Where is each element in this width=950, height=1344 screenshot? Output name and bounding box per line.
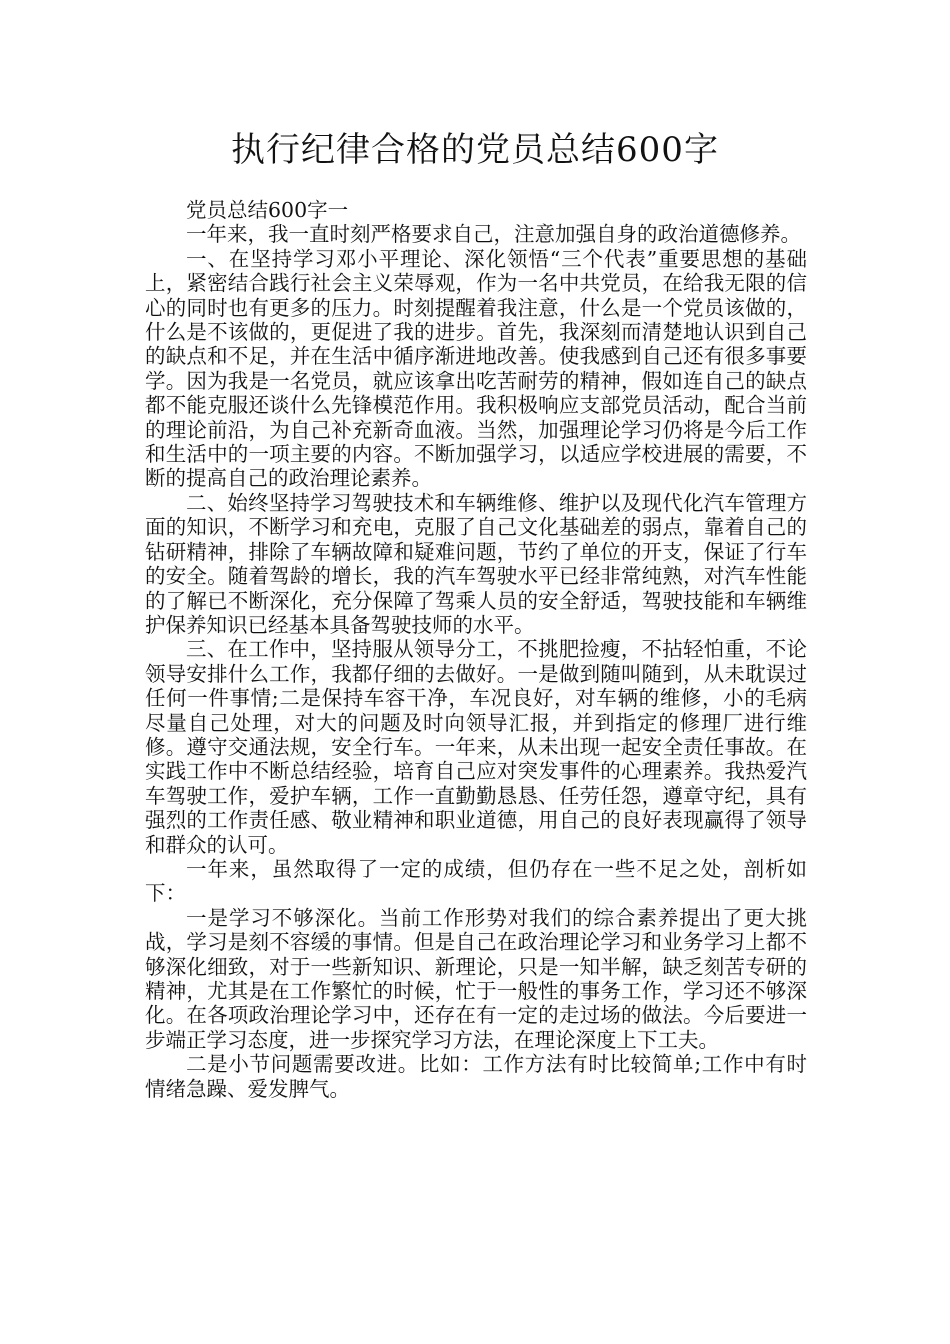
- body-paragraph: 一年来，虽然取得了一定的成绩，但仍存在一些不足之处，剖析如下：: [145, 856, 807, 906]
- body-paragraph: 三、在工作中，坚持服从领导分工，不挑肥捡瘦，不拈轻怕重，不论领导安排什么工作，我都仔细的去做好。一是做到随叫随到，从未耽误过任何一件事情;二是保持车容干净，车况良好，对车辆的维修，小的毛病尽量自己处理，对大的问题及时向领导汇报，并到指定的修理厂进行维修。遵守交通法规，安全行车。一年来，从未出现一起安全责任事故。在实践工作中不断总结经验，培育自己应对突发事件的心理素养。我热爱汽车驾驶工作，爱护车辆，工作一直勤勤恳恳、任劳任怨，遵章守纪，具有强烈的工作责任感、敬业精神和职业道德，用自己的良好表现赢得了领导和群众的认可。: [145, 637, 807, 857]
- body-paragraph: 二是小节问题需要改进。比如：工作方法有时比较简单;工作中有时情绪急躁、爱发脾气。: [145, 1052, 807, 1101]
- body-paragraph: 一、在坚持学习邓小平理论、深化领悟“三个代表”重要思想的基础上，紧密结合践行社会主义荣辱观，作为一名中共党员，在给我无限的信心的同时也有更多的压力。时刻提醒着我注意，什么是一个党员该做的，什么是不该做的，更促进了我的进步。首先，我深刻而清楚地认识到自己的缺点和不足，并在生活中循序渐进地改善。使我感到自己还有很多事要学。因为我是一名党员，就应该拿出吃苦耐劳的精神，假如连自己的缺点都不能克服还谈什么先锋模范作用。我积极响应支部党员活动，配合当前的理论前沿，为自己补充新奇血液。当然，加强理论学习仍将是今后工作和生活中的一项主要的内容。不断加强学习，以适应学校进展的需要，不断的提高自己的政治理论素养。: [145, 246, 807, 491]
- section-heading: 党员总结600字一: [186, 198, 349, 222]
- document-body: [145, 198, 807, 1101]
- body-paragraph: 二、始终坚持学习驾驶技术和车辆维修、维护以及现代化汽车管理方面的知识，不断学习和充电，克服了自己文化基础差的弱点，靠着自己的钻研精神，排除了车辆故障和疑难问题，节约了单位的开支，保证了行车的安全。随着驾龄的增长，我的汽车驾驶水平已经非常纯熟，对汽车性能的了解已不断深化，充分保障了驾乘人员的安全舒适，驾驶技能和车辆维护保养知识已经基本具备驾驶技师的水平。: [145, 490, 807, 637]
- body-paragraph: 一是学习不够深化。当前工作形势对我们的综合素养提出了更大挑战，学习是刻不容缓的事情。但是自己在政治理论学习和业务学习上都不够深化细致，对于一些新知识、新理论，只是一知半解，缺乏刻苦专研的精神，尤其是在工作繁忙的时候，忙于一般性的事务工作，学习还不够深化。在各项政治理论学习中，还存在有一定的走过场的做法。今后要进一步端正学习态度，进一步探究学习方法，在理论深度上下工夫。: [145, 905, 807, 1052]
- body-paragraph: 一年来，我一直时刻严格要求自己，注意加强自身的政治道德修养。: [186, 222, 801, 247]
- page-title: 执行纪律合格的党员总结600字: [231, 130, 719, 170]
